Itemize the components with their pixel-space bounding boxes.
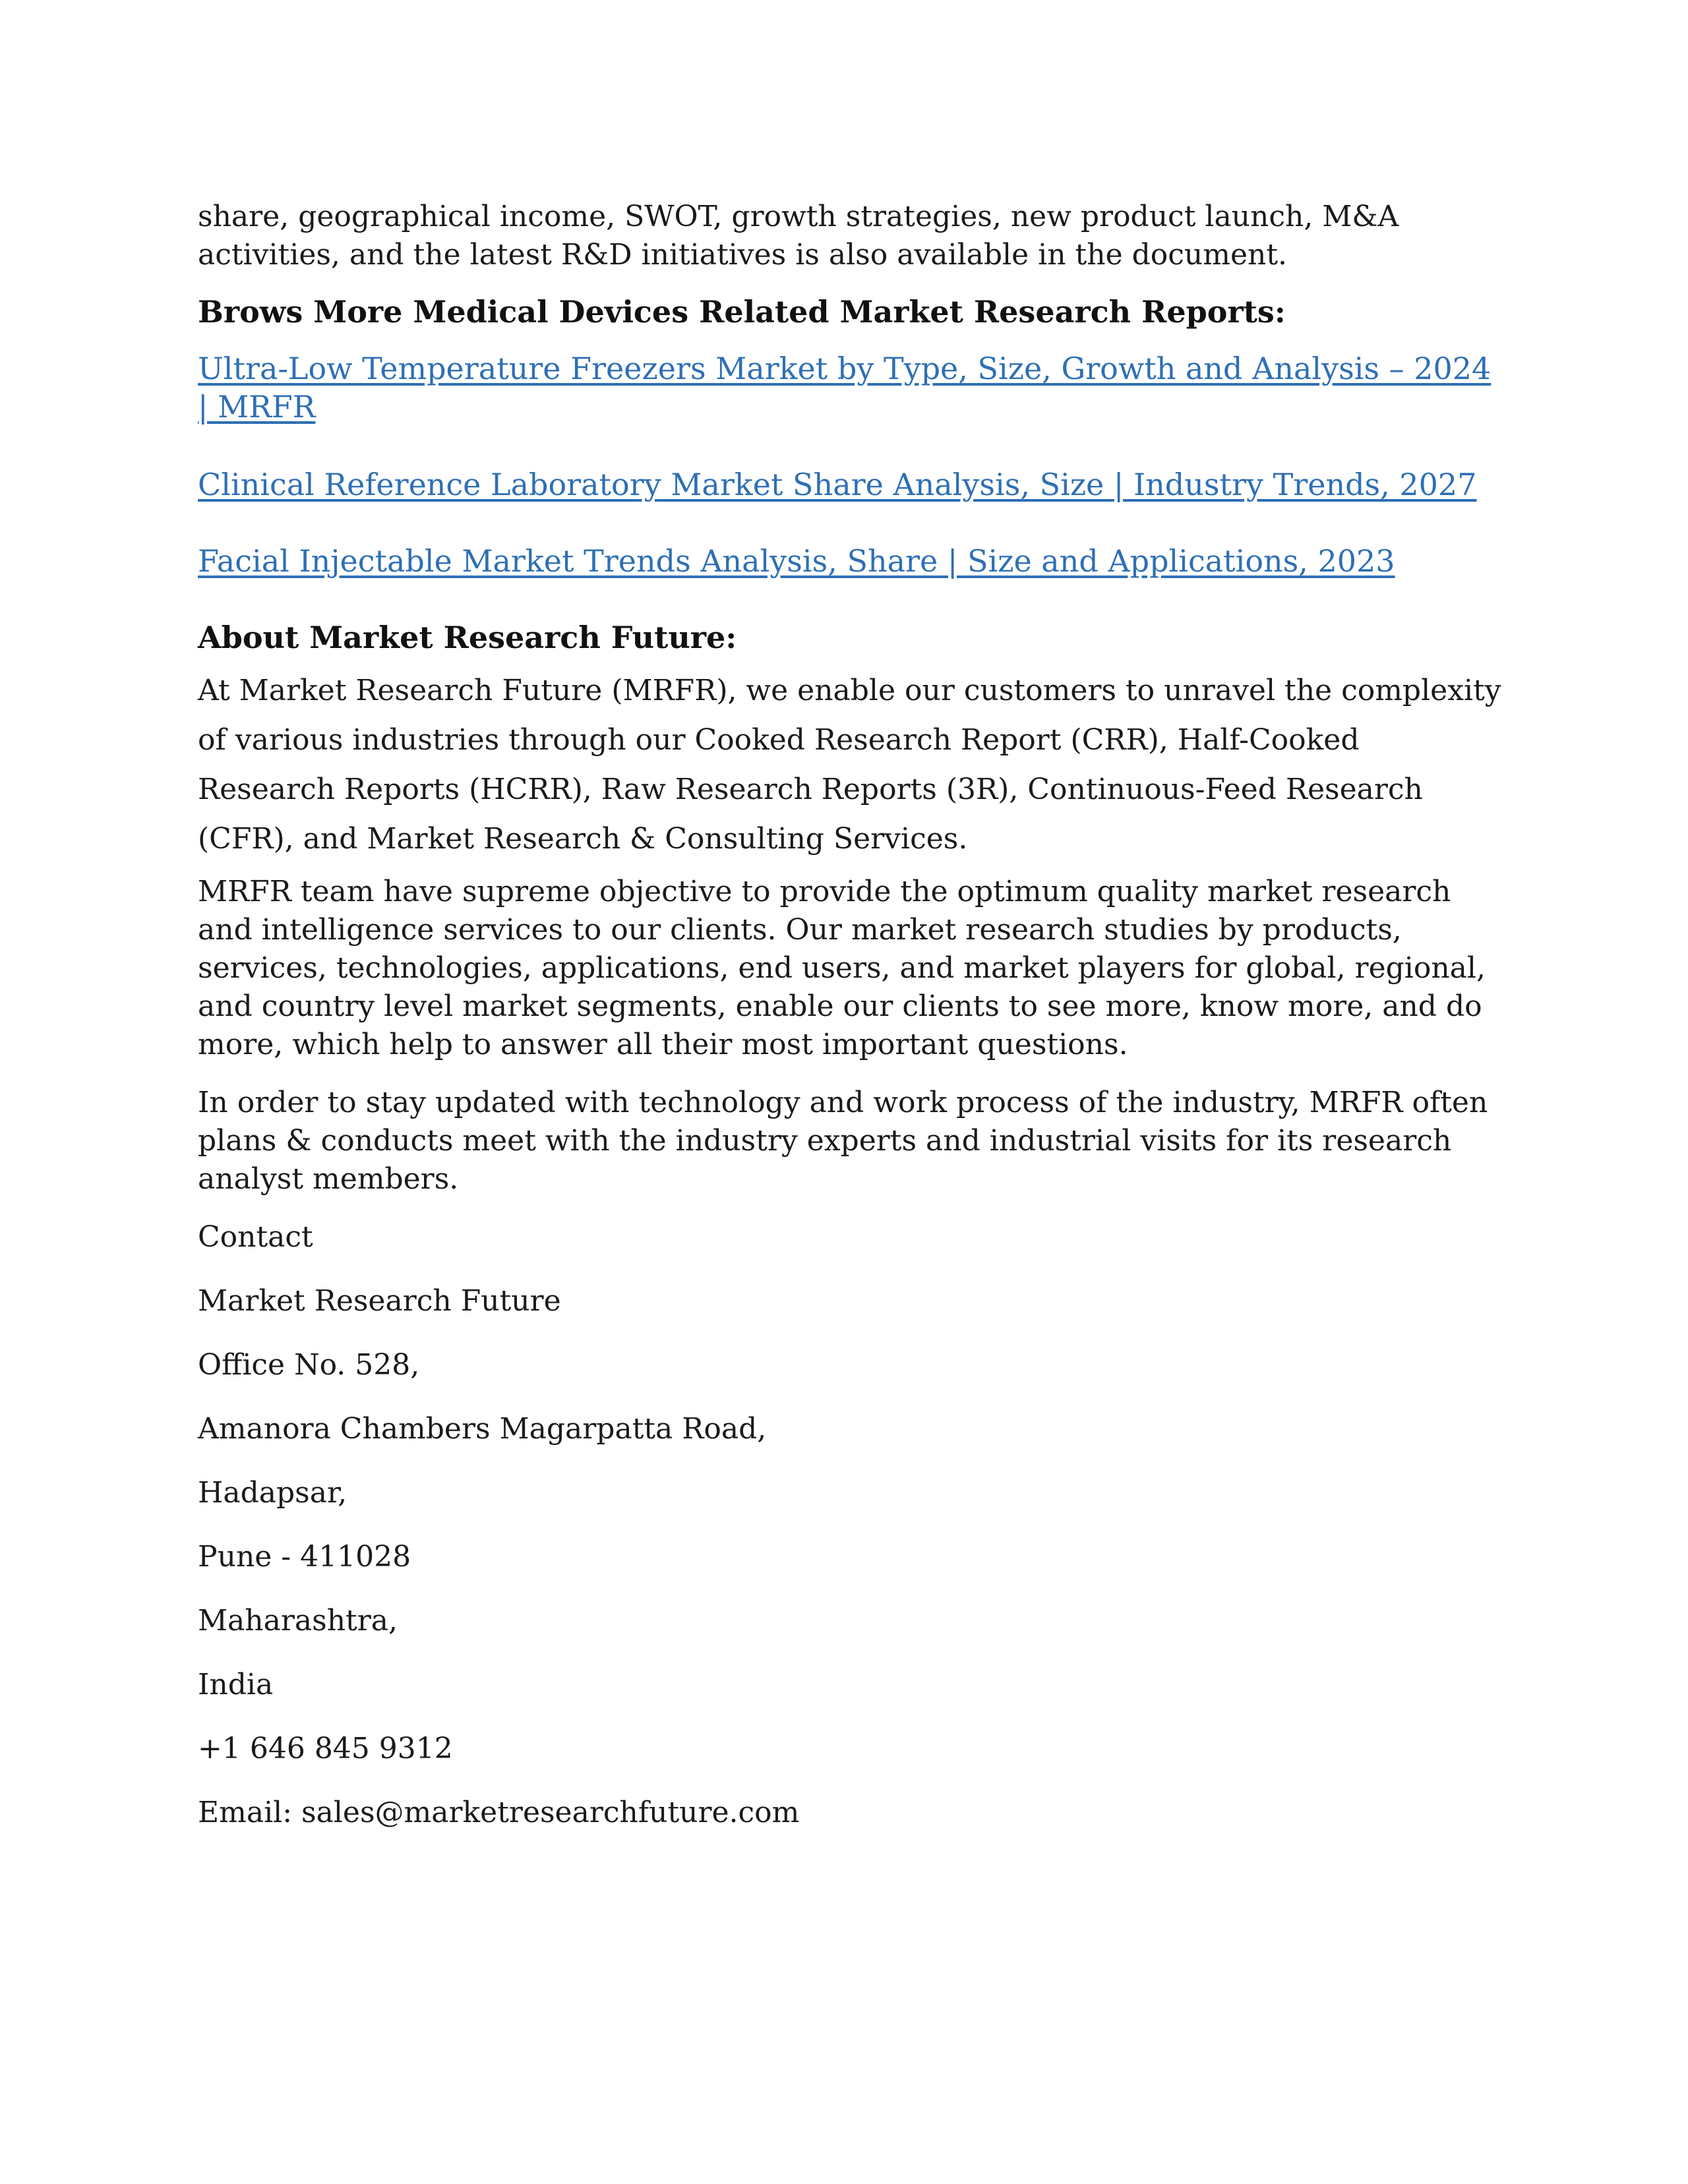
about-paragraph-2: MRFR team have supreme objective to provide the optimum quality market research and intelligence services to our clients. Our market research studies by products, services, technologies, applications, end users, and market players for global, regional, and country level market segments, enable our clients to see more, know more, and do more, which help to answer all their most important questions. xyxy=(198,875,1486,1061)
contact-street: Amanora Chambers Magarpatta Road, xyxy=(198,1412,767,1446)
report-link-ultra-low-freezers[interactable]: Ultra-Low Temperature Freezers Market by Type, Size, Growth and Analysis – 2024 | MRFR xyxy=(198,351,1492,425)
contact-email: Email: sales@marketresearchfuture.com xyxy=(198,1796,800,1829)
related-reports-heading: Brows More Medical Devices Related Market Research Reports: xyxy=(198,294,1286,330)
contact-phone: +1 646 845 9312 xyxy=(198,1732,453,1765)
contact-label: Contact xyxy=(198,1220,313,1254)
contact-country: India xyxy=(198,1668,274,1701)
intro-paragraph: share, geographical income, SWOT, growth strategies, new product launch, M&A activities, and the latest R&D initiatives is also available in the document. xyxy=(198,200,1399,272)
about-paragraph-3: In order to stay updated with technology and work process of the industry, MRFR often plans & conducts meet with the industry experts and industrial visits for its research analyst members. xyxy=(198,1086,1488,1196)
report-link-facial-injectable[interactable]: Facial Injectable Market Trends Analysis, Share | Size and Applications, 2023 xyxy=(198,543,1395,579)
contact-office: Office No. 528, xyxy=(198,1348,420,1382)
about-heading: About Market Research Future: xyxy=(198,620,737,655)
contact-company: Market Research Future xyxy=(198,1284,561,1318)
report-link-clinical-reference-laboratory[interactable]: Clinical Reference Laboratory Market Share Analysis, Size | Industry Trends, 2027 xyxy=(198,467,1477,502)
contact-state: Maharashtra, xyxy=(198,1604,398,1638)
contact-locality: Hadapsar, xyxy=(198,1476,347,1510)
about-paragraph-1: At Market Research Future (MRFR), we enable our customers to unravel the complexity of various industries through our Cooked Research Report (CRR), Half-Cooked Research Reports (HCRR), Raw Research Reports (3R), Continuous-Feed Research (CFR), and Market Research & Consulting Services. xyxy=(198,674,1501,856)
document-page xyxy=(198,198,1503,1858)
contact-block xyxy=(198,1218,1503,1832)
contact-city-postcode: Pune - 411028 xyxy=(198,1540,411,1574)
